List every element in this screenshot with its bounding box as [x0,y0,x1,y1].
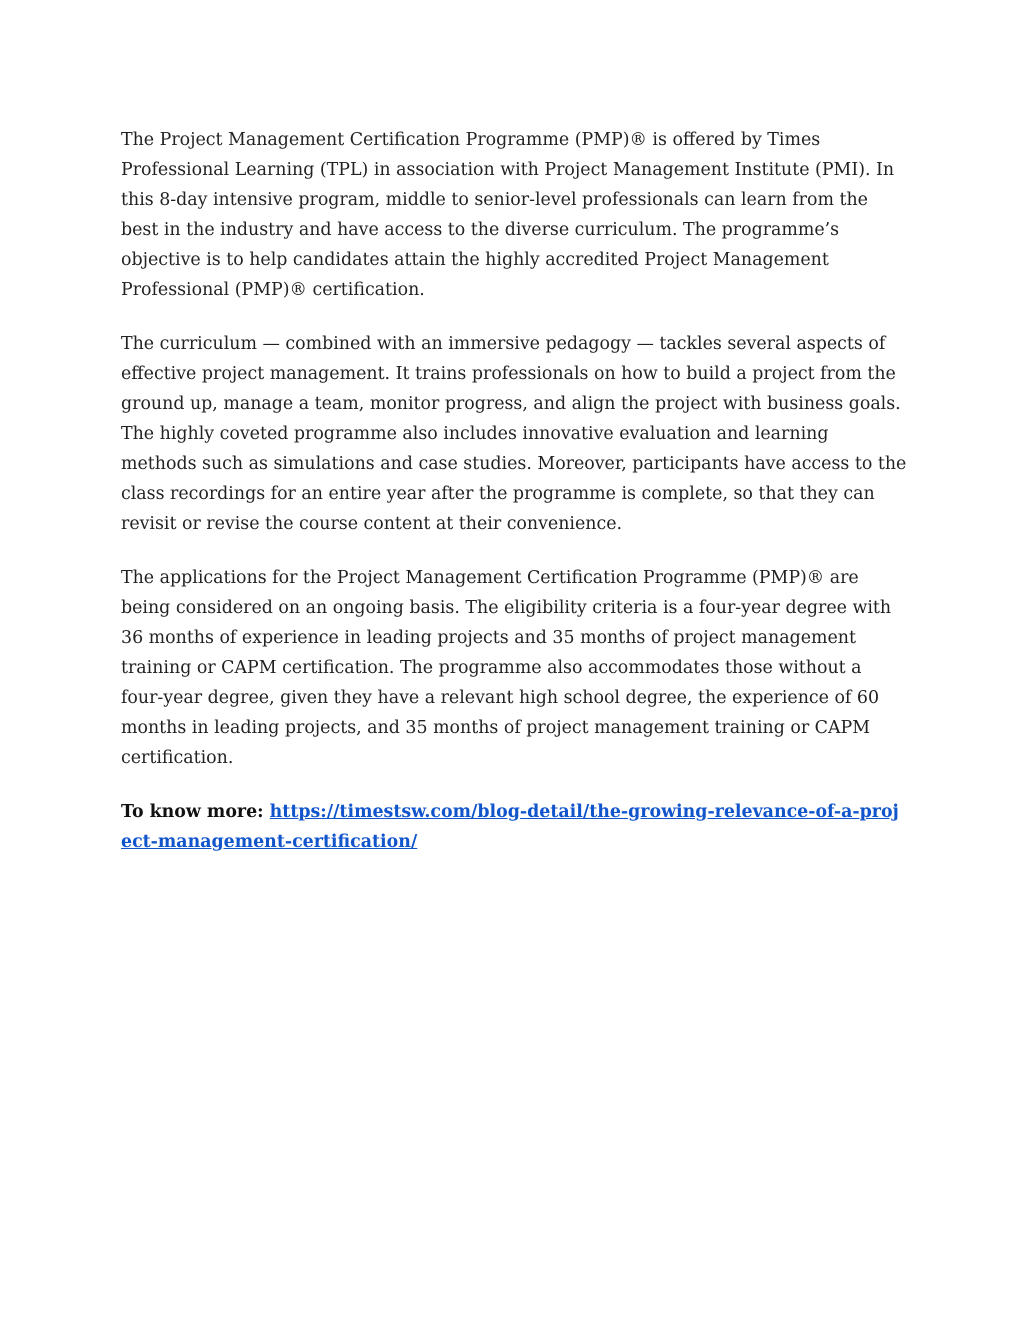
know-more-link[interactable]: https://timestsw.com/blog-detail/the-growing-relevance-of-a-project-management-certification/ [121,802,899,852]
document-body [121,125,907,857]
paragraph-intro: The Project Management Certification Programme (PMP)® is offered by Times Professional Learning (TPL) in association with Project Management Institute (PMI). In this 8-day intensive program, middle to senior-level professionals can learn from the best in the industry and have access to the diverse curriculum. The programme’s objective is to help candidates attain the highly accredited Project Management Professional (PMP)® certification. [121,130,895,300]
paragraph-applications: The applications for the Project Management Certification Programme (PMP)® are being considered on an ongoing basis. The eligibility criteria is a four-year degree with 36 months of experience in leading projects and 35 months of project management training or CAPM certification. The programme also accommodates those without a four-year degree, given they have a relevant high school degree, the experience of 60 months in leading projects, and 35 months of project management training or CAPM certification. [121,568,892,768]
paragraph-curriculum: The curriculum — combined with an immersive pedagogy — tackles several aspects of effective project management. It trains professionals on how to build a project from the ground up, manage a team, monitor progress, and align the project with business goals. The highly coveted programme also includes innovative evaluation and learning methods such as simulations and case studies. Moreover, participants have access to the class recordings for an entire year after the programme is complete, so that they can revisit or revise the course content at their convenience. [121,334,907,534]
know-more-line [121,797,907,857]
know-more-label: To know more: [121,802,264,822]
